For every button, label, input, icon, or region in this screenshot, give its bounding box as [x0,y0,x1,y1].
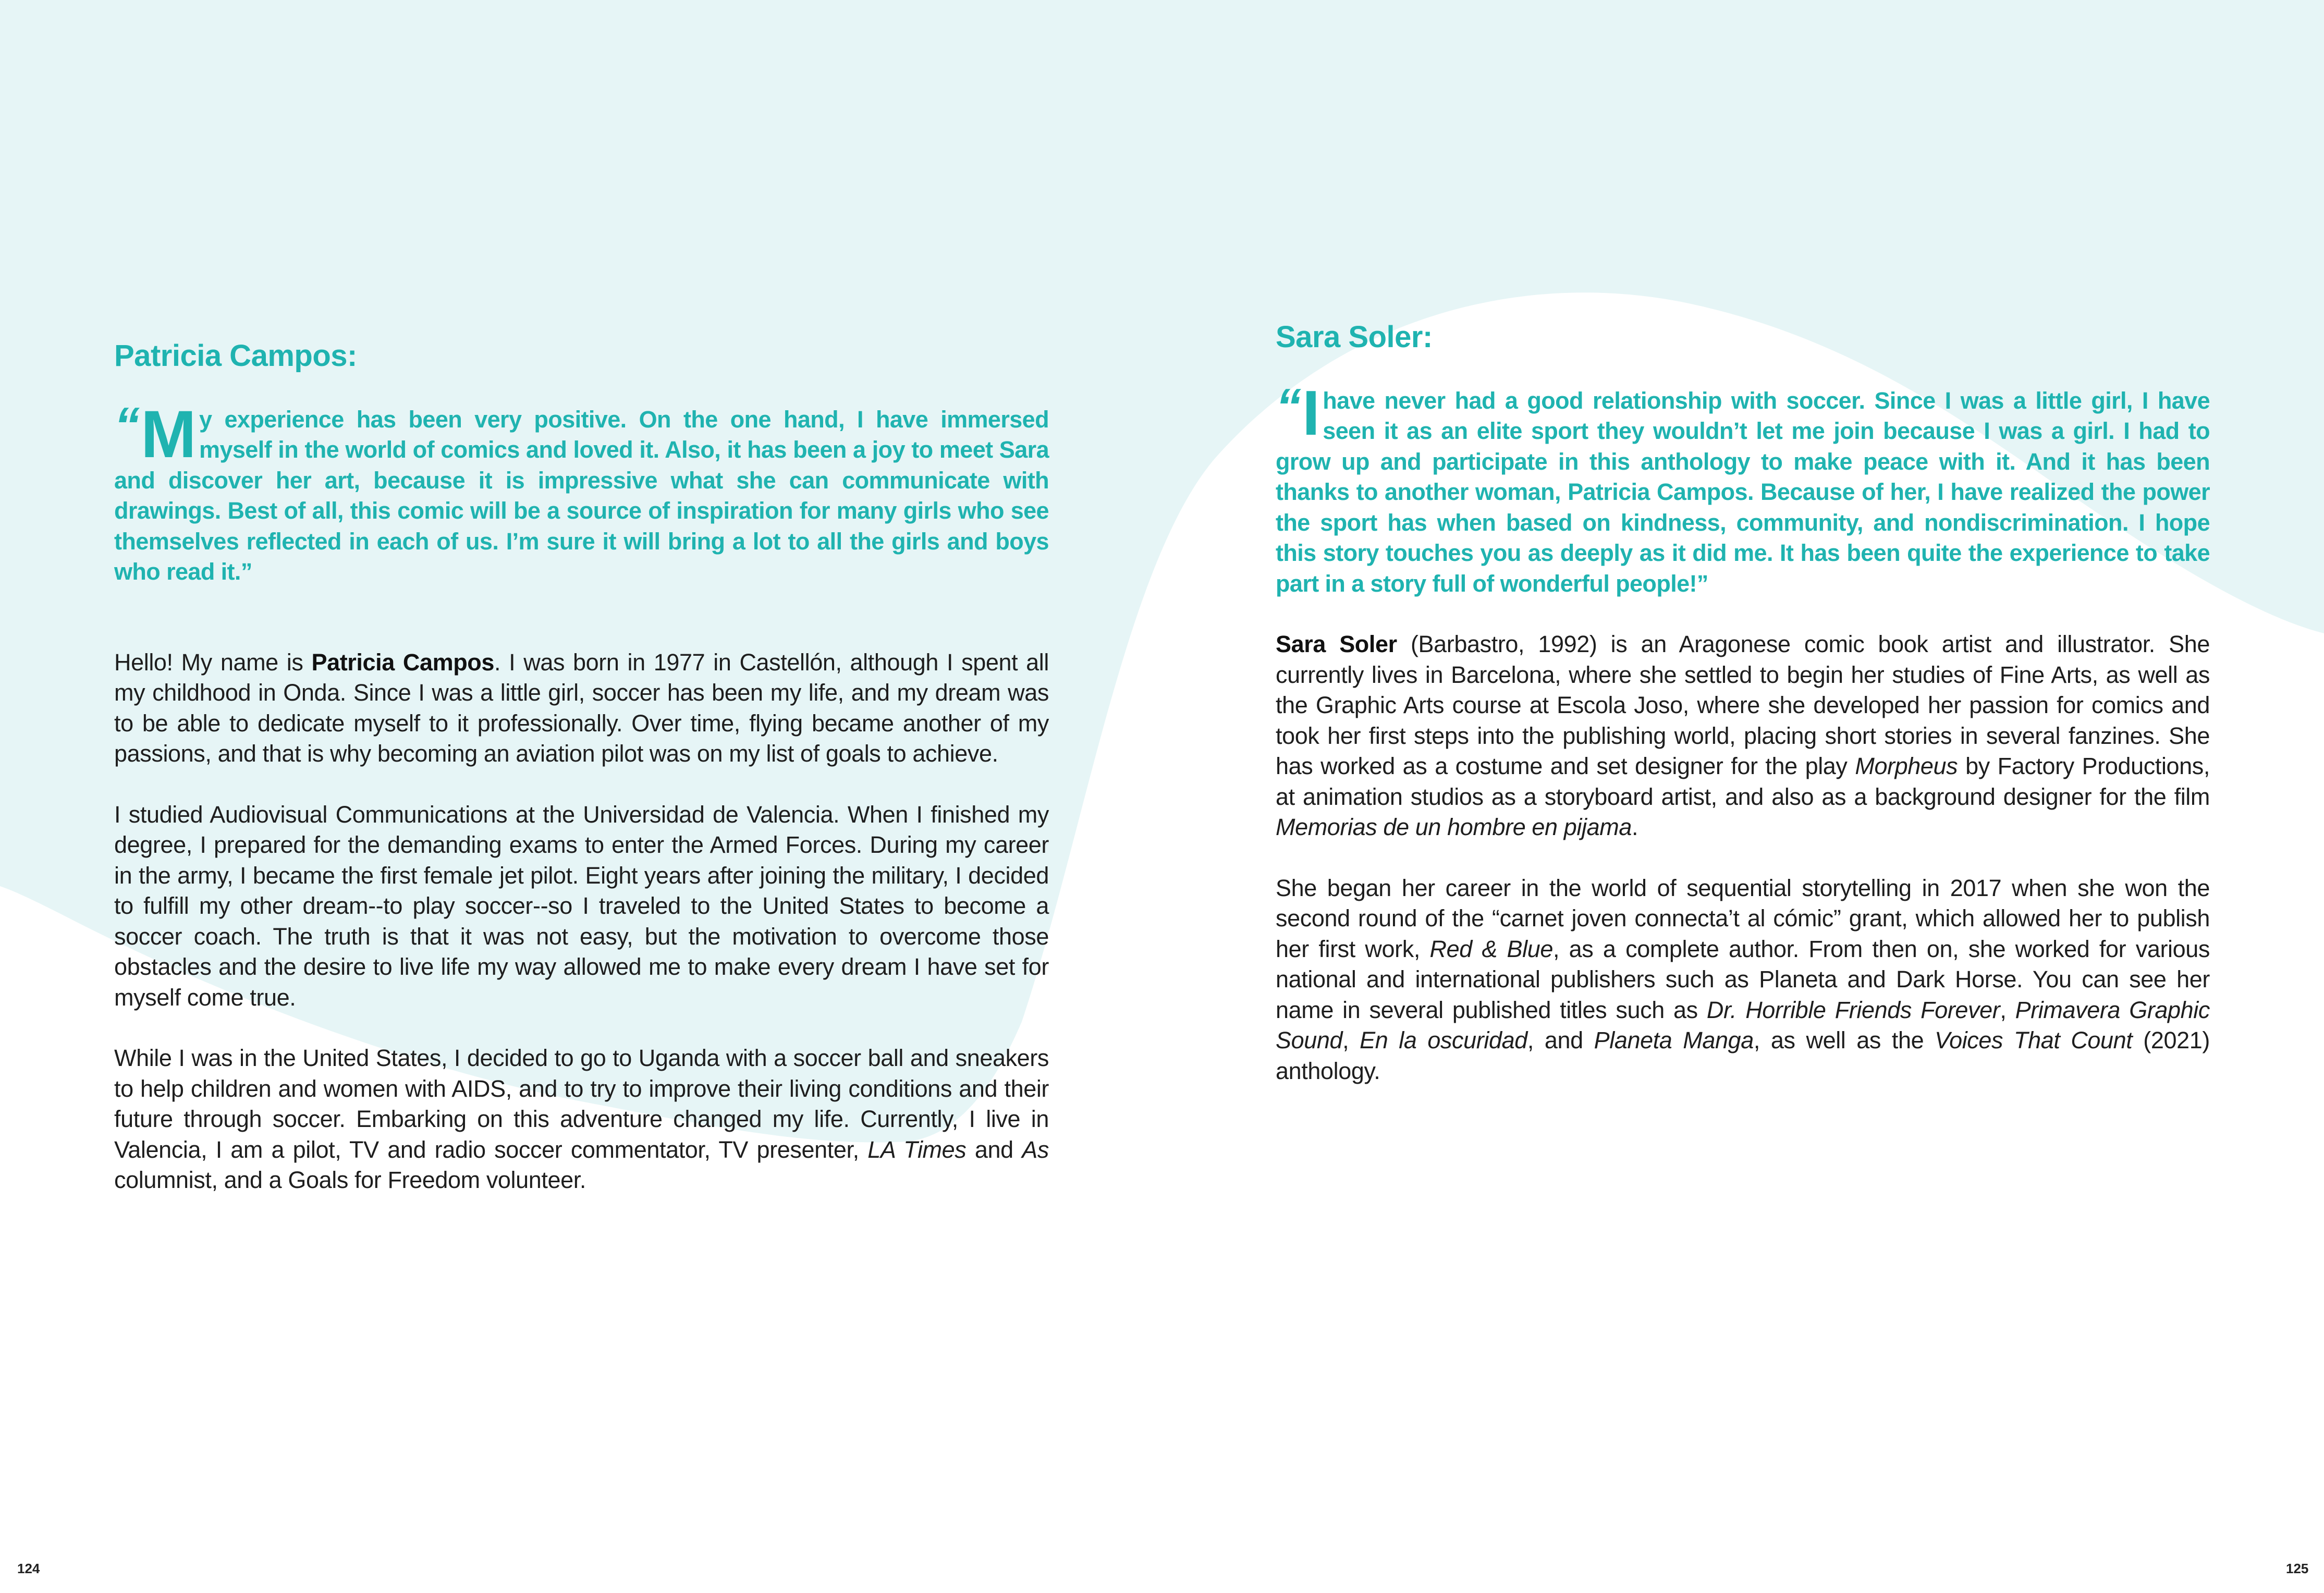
text-run: by Factory Productions, at animation studios as a storyboard artist, and also as a background designer for the film [1276,753,2210,810]
text-run: While I was in the United States, I decided to go to Uganda with a soccer ball and sneakers to help children and women with AIDS, and to try to improve their living conditions and their future through soccer. Embarking on this adventure changed my life. Currently, I live in Valencia, I am a pilot, TV and radio soccer commentator, TV presenter, [114,1045,1049,1163]
quote-text: have never had a good relationship with soccer. Since I was a little girl, I have seen it as an elite sport they wouldn’t let me join because I was a girl. I had to grow up and participate in this anthology to make peace with it. And it has been thanks to another woman, Patricia Campos. Because of her, I have realized the power the sport has when based on kindness, community, and nondiscrimination. I hope this story touches you as deeply as it did me. It has been quite the experience to take part in a story full of wonderful people!” [1276,387,2210,597]
italic-title: LA Times [867,1136,967,1163]
italic-title: Primavera Graphic Sound [1276,996,2210,1054]
text-run: , as well as the [1753,1027,1935,1054]
italic-title: Dr. Horrible Friends Forever [1706,996,2000,1023]
page-number-right: 125 [2286,1561,2309,1576]
sara-paragraph-2 [1276,873,2210,1087]
patricia-quote [114,396,1049,587]
italic-title: Red & Blue [1429,935,1554,962]
text-run: , [2000,996,2015,1023]
name-bold: Sara Soler [1276,631,1397,658]
text-run: . I was born in 1977 in Castellón, although I spent all my childhood in Onda. Since I was a little girl, soccer has been my life, and my dream was to be able to dedicate myself to it professionally. Over time, flying became another of my passions, and that is why becoming an aviation pilot was on my list of goals to achieve. [114,648,1049,767]
patricia-paragraph-3 [114,1043,1049,1196]
name-bold: Patricia Campos [311,648,495,676]
italic-title: Voices That Count [1935,1027,2133,1054]
text-run: (Barbastro, 1992) is an Aragonese comic book artist and illustrator. She currently lives in Barcelona, where she settled to begin her studies of Fine Arts, as well as the Graphic Arts course at Escola Joso, where she developed her passion for comics and took her first steps into the publishing world, placing short stories in several fanzines. She has worked as a costume and set designer for the play [1276,631,2210,780]
quote-mark-icon: “ [1276,377,1298,435]
quote-text: y experience has been very positive. On the one hand, I have immersed myself in the world of comics and loved it. Also, it has been a joy to meet Sara and discover her art, because it is impressive what she can communicate with drawings. Best of all, this comic will be a source of inspiration for many girls who see themselves reflected in each of us. I’m sure it will bring a lot to all the girls and boys who read it.” [114,406,1049,585]
patricia-paragraph-1 [114,647,1049,769]
italic-title: En la oscuridad [1360,1027,1527,1054]
text-run: , [1342,1027,1360,1054]
italic-title: Planeta Manga [1594,1027,1754,1054]
dropcap: I [1302,377,1320,448]
text-run: . [1631,814,1638,841]
sara-quote [1276,377,2210,599]
text-run: and [966,1136,1022,1163]
quote-mark-icon: “ [114,396,137,454]
sara-heading: Sara Soler: [1276,320,1433,354]
text-run: , and [1527,1027,1594,1054]
text-run: (2021) anthology. [1276,1027,2210,1084]
right-column [1276,319,2210,1086]
text-run: , as a complete author. From then on, she worked for various national and international publishers such as Planeta and Dark Horse. You can see her name in several published titles such as [1276,935,2210,1023]
sara-paragraph-1 [1276,629,2210,843]
text-run: columnist, and a Goals for Freedom volunteer. [114,1167,586,1194]
text-run: She began her career in the world of sequential storytelling in 2017 when she won the second round of the “carnet joven connecta’t al cómic” grant, which allowed her to publish her first work, [1276,874,2210,962]
patricia-paragraph-2: I studied Audiovisual Communications at the Universidad de Valencia. When I finished my degree, I prepared for the demanding exams to enter the Armed Forces. During my career in the army, I became the first female jet pilot. Eight years after joining the military, I decided to fulfill my other dream--to play soccer--so I traveled to the United States to become a soccer coach. The truth is that it was not easy, but the motivation to overcome those obstacles and the desire to live life my way allowed me to make every dream I have set for myself come true. [114,801,1049,1011]
italic-title: Morpheus [1855,753,1958,780]
italic-title: Memorias de un hombre en pijama [1276,814,1632,841]
italic-title: As [1022,1136,1049,1163]
text-run: Hello! My name is [114,648,312,676]
patricia-heading: Patricia Campos: [114,339,357,373]
page-number-left: 124 [17,1561,40,1576]
dropcap: M [141,397,197,472]
left-column [114,338,1049,1196]
